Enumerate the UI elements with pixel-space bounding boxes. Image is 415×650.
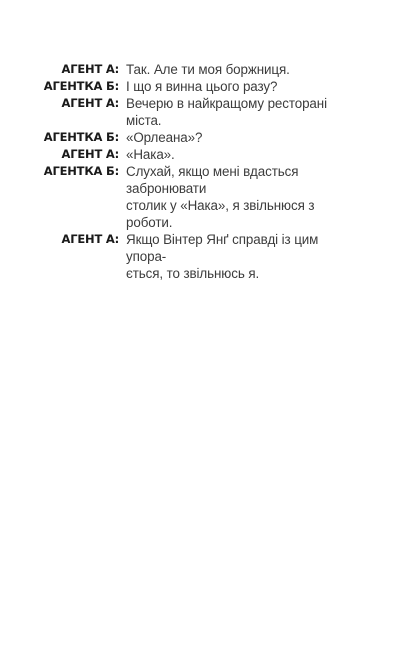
text-row: Вечерю в найкращому ресторані міста. — [126, 96, 327, 128]
speaker-label: АГЕНТ А: — [61, 232, 119, 246]
text-row: «Нака». — [126, 147, 175, 162]
text-row: ється, то звільнюсь я. — [126, 266, 260, 281]
dialogue-line — [0, 231, 415, 282]
speaker-label: АГЕНТ А: — [61, 62, 119, 76]
dialogue-line — [0, 61, 415, 78]
text-row: Слухай, якщо мені вдасться забронювати — [126, 164, 299, 196]
line-text — [126, 231, 356, 282]
line-text — [126, 61, 356, 78]
text-row: столик у «Нака», я звільнюся з роботи. — [126, 198, 315, 230]
dialogue-line — [0, 95, 415, 129]
line-text — [126, 78, 356, 95]
line-text — [126, 146, 356, 163]
text-row: Якщо Вінтер Янґ справді із цим упора- — [126, 232, 319, 264]
speaker-label: АГЕНТКА Б: — [43, 79, 119, 93]
line-text — [126, 129, 356, 146]
speaker-label: АГЕНТКА Б: — [43, 164, 119, 178]
speaker-label: АГЕНТКА Б: — [43, 130, 119, 144]
dialogue-line — [0, 78, 415, 95]
text-row: «Орлеана»? — [126, 130, 203, 145]
speaker-label: АГЕНТ А: — [61, 147, 119, 161]
dialogue — [0, 61, 415, 282]
line-text — [126, 163, 356, 231]
line-text — [126, 95, 356, 129]
text-row: Так. Але ти моя боржниця. — [126, 62, 290, 77]
dialogue-line — [0, 163, 415, 231]
text-row: І що я винна цього разу? — [126, 79, 278, 94]
dialogue-line — [0, 129, 415, 146]
speaker-label: АГЕНТ А: — [61, 96, 119, 110]
dialogue-line — [0, 146, 415, 163]
